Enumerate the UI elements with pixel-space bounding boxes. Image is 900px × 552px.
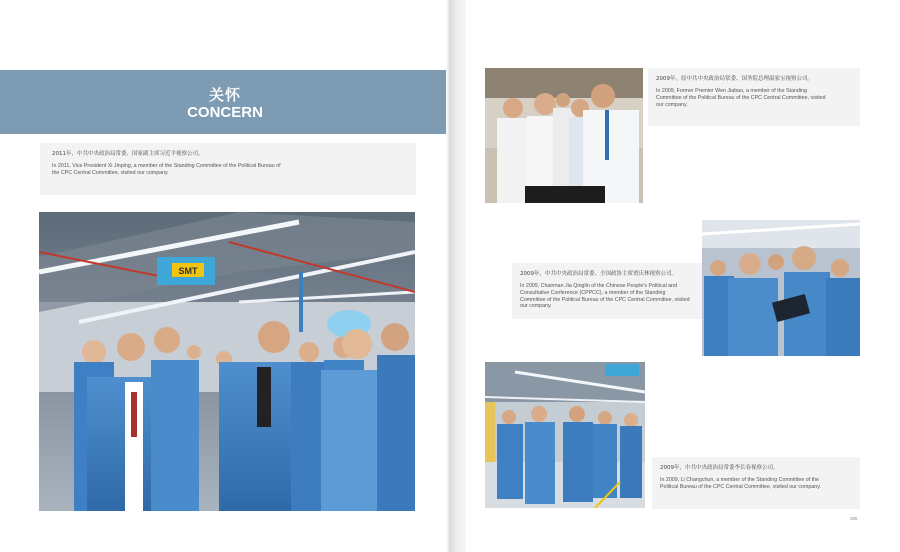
caption-zh: 2009年，原中共中央政治局常委、国务院总理温家宝视察公司。: [656, 76, 813, 82]
caption-zh: 2011年，中共中央政治局常委、国家副主席习近平视察公司。: [52, 151, 204, 157]
caption-en: In 2009, Chairman Jia Qinglin of the Chinese People's Political and Consultative Conference (CPPCC), a member of the Standing Committee of the Political Bureau of the CPC Central Committee, visited our company.: [520, 283, 690, 310]
smt-sign-label: SMT: [178, 266, 198, 276]
section-banner: [0, 70, 450, 134]
photo-li-changchun-visit: [485, 362, 645, 508]
section-title-zh: 关怀: [208, 86, 241, 104]
page-number: 006: [850, 516, 858, 521]
photo-wen-jiabao-visit: [485, 68, 643, 203]
caption-zh: 2009年，中共中央政治局常委李长春视察公司。: [660, 465, 779, 471]
caption-en: In 2009, Li Changchun, a member of the Standing Committee of the Political Bureau of the CPC Central Committee, visited our company.: [660, 477, 821, 490]
caption-en: In 2011, Vice President Xi Jinping, a member of the Standing Committee of the Political Bureau of the CPC Central Committee, visited our company.: [52, 163, 281, 176]
caption-jia-qinglin: [512, 263, 702, 319]
caption-zh: 2009年，中共中央政治局常委、全国政协主席贾庆林视察公司。: [520, 271, 677, 277]
caption-li-changchun: [652, 457, 860, 509]
section-title-en: CONCERN: [187, 104, 263, 121]
caption-wen-jiabao: [648, 68, 860, 126]
caption-xi-jinping: [40, 143, 416, 195]
photo-jia-qinglin-visit: [702, 220, 860, 356]
caption-en: In 2009, Former Premier Wen Jiabao, a member of the Standing Committee of the Political Bureau of the CPC Central Committee, visited our company.: [656, 88, 826, 108]
photo-factory-visit-2011: [39, 212, 415, 511]
